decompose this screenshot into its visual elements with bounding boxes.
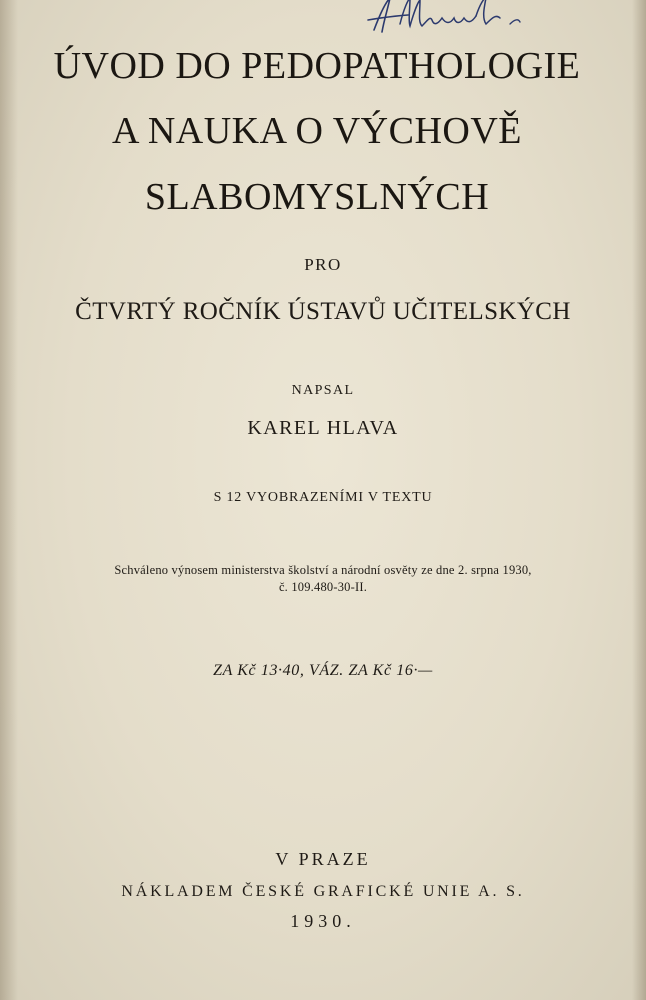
imprint-place: V PRAZE	[275, 849, 371, 869]
handwritten-signature	[360, 0, 560, 40]
approval-line-1: Schváleno výnosem ministerstva školství a národní osvěty ze dne 2. srpna 1930,	[114, 563, 532, 577]
subtitle: ČTVRTÝ ROČNÍK ÚSTAVŮ UČITELSKÝCH	[75, 298, 571, 325]
title-line-3: SLABOMYSLNÝCH	[144, 176, 490, 218]
illustrations-note: S 12 VYOBRAZENÍMI V TEXTU	[213, 490, 433, 505]
title-line-1: ÚVOD DO PEDOPATHOLOGIE	[53, 45, 581, 87]
napsal-label: NAPSAL	[291, 383, 355, 398]
price-line: ZA Kč 13·40, VÁZ. ZA Kč 16·—	[213, 662, 433, 679]
title-line-2: A NAUKA O VÝCHOVĚ	[112, 110, 522, 152]
author-name: KAREL HLAVA	[247, 417, 399, 439]
imprint-year: 1930.	[290, 911, 356, 931]
pro-label: PRO	[304, 255, 342, 274]
approval-line-2: č. 109.480-30-II.	[278, 580, 368, 594]
imprint-publisher: NÁKLADEM ČESKÉ GRAFICKÉ UNIE A. S.	[121, 883, 525, 900]
